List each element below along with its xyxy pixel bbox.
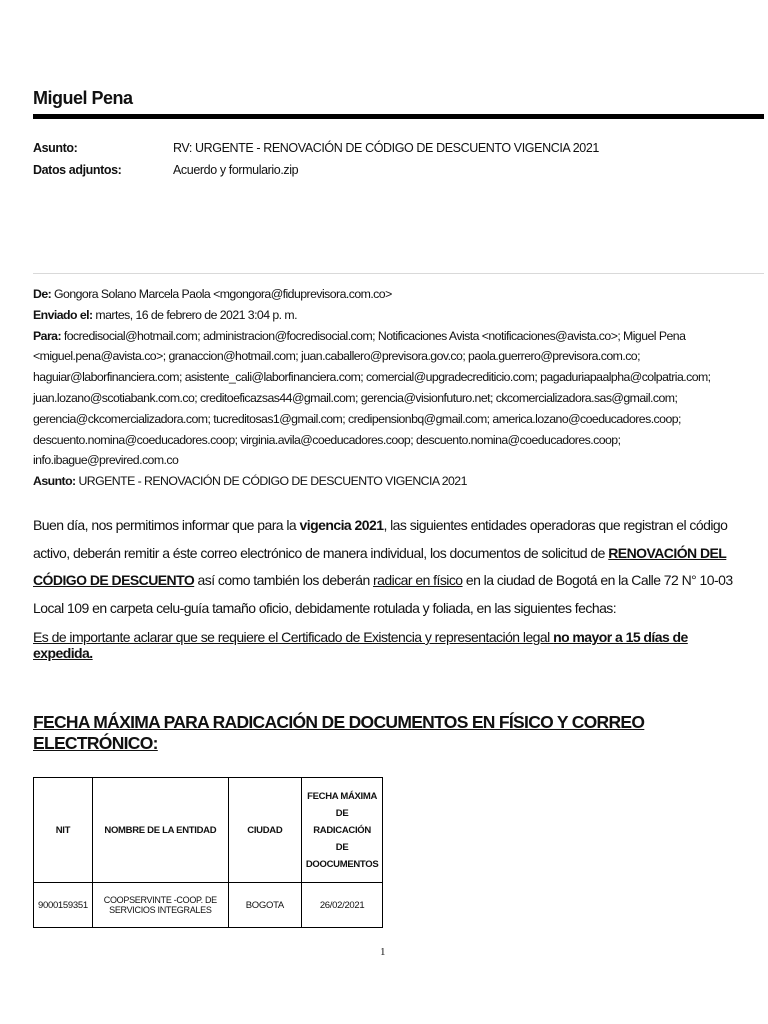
header-nit: NIT xyxy=(34,778,93,883)
from-value: Gongora Solano Marcela Paola <mgongora@fiduprevisora.com.co> xyxy=(51,287,392,301)
subject-value: RV: URGENTE - RENOVACIÓN DE CÓDIGO DE DESCUENTO VIGENCIA 2021 xyxy=(173,141,599,155)
to-label: Para: xyxy=(33,328,62,343)
attachments-value[interactable]: Acuerdo y formulario.zip xyxy=(173,163,299,177)
body-paragraph xyxy=(33,512,748,622)
header-city: CIUDAD xyxy=(228,778,301,883)
to-line xyxy=(33,326,748,472)
sent-line xyxy=(33,305,748,326)
important-note xyxy=(33,629,748,661)
cell-entity: COOPSERVINTE -COOP. DE SERVICIOS INTEGRALES xyxy=(92,883,228,928)
fwd-subject-value: URGENTE - RENOVACIÓN DE CÓDIGO DE DESCUENTO VIGENCIA 2021 xyxy=(75,474,467,489)
body-text: así como también los deberán xyxy=(194,572,374,588)
header-deadline: FECHA MÁXIMA DE RADICACIÓN DE DOOCUMENTOS xyxy=(301,778,383,883)
sender-name: Miguel Pena xyxy=(33,88,133,108)
page-number: 1 xyxy=(380,946,386,958)
body-text: Buen día, nos permitimos informar que para la xyxy=(33,517,300,533)
sent-label: Enviado el: xyxy=(33,307,93,322)
separator xyxy=(33,273,764,274)
subject-label: Asunto: xyxy=(33,141,78,155)
table-header-row xyxy=(34,778,383,883)
to-value: focredisocial@hotmail.com; administracion@focredisocial.com; Notificaciones Avista <notificaciones@avista.co>; Miguel Pena <miguel.pena@avista.co>; granaccion@hotmail.com; juan.caballero@previsora.gov.co; paola.guerrero@previsora.com.co; haguiar@laborfinanciera.com; asistente_cali@laborfinanciera.com; comercial@upgradecrediticio.com; pagaduriapaalpha@colpatria.com; juan.lozano@scotiabank.com.co; creditoeficazsas44@gmail.com; gerencia@visionfuturo.net; ckcomercializadora.sas@gmail.com; gerencia@ckcomercializadora.com; tucreditosas1@gmail.com; credipensionbq@gmail.com; america.lozano@coeducadores.coop; descuento.nomina@coeducadores.coop; virginia.avila@coeducadores.coop; descuento.nomina@coeducadores.coop; info.ibague@previred.com.co xyxy=(33,328,711,468)
forwarded-header xyxy=(33,284,748,492)
header-entity: NOMBRE DE LA ENTIDAD xyxy=(92,778,228,883)
attachments-label: Datos adjuntos: xyxy=(33,163,122,177)
header-rule xyxy=(33,114,764,119)
from-line xyxy=(33,284,748,305)
body-radicar: radicar en físico xyxy=(373,572,463,588)
sent-value: martes, 16 de febrero de 2021 3:04 p. m. xyxy=(92,307,297,322)
table-row xyxy=(34,883,383,928)
from-label: De: xyxy=(33,287,52,301)
fwd-subject-label: Asunto: xyxy=(33,474,76,489)
body-vigencia: vigencia 2021 xyxy=(299,517,384,533)
body-renovacion: RENOVACIÓN DEL CÓDIGO DE DESCUENTO xyxy=(33,544,727,588)
cell-city: BOGOTA xyxy=(228,883,301,928)
note-text: Es de importante aclarar que se requiere el Certificado de Existencia y representación legal xyxy=(33,629,554,645)
note-emphasis: no mayor a 15 días de expedida. xyxy=(33,629,688,661)
cell-nit: 9000159351 xyxy=(34,883,93,928)
fwd-subject-line xyxy=(33,471,748,492)
body-text: en la ciudad de Bogotá en la Calle 72 N° 10-03 Local 109 en carpeta celu-guía tamaño oficio, debidamente rotulada y foliada, en las siguientes fechas: xyxy=(33,572,733,616)
deadline-table xyxy=(33,777,383,928)
body-text: , las siguientes entidades operadoras que registran el código activo, deberán remitir a éste correo electrónico de manera individual, los documentos de solicitud de xyxy=(33,517,728,561)
section-title: FECHA MÁXIMA PARA RADICACIÓN DE DOCUMENTOS EN FÍSICO Y CORREO ELECTRÓNICO: xyxy=(33,712,645,753)
cell-deadline: 26/02/2021 xyxy=(301,883,383,928)
